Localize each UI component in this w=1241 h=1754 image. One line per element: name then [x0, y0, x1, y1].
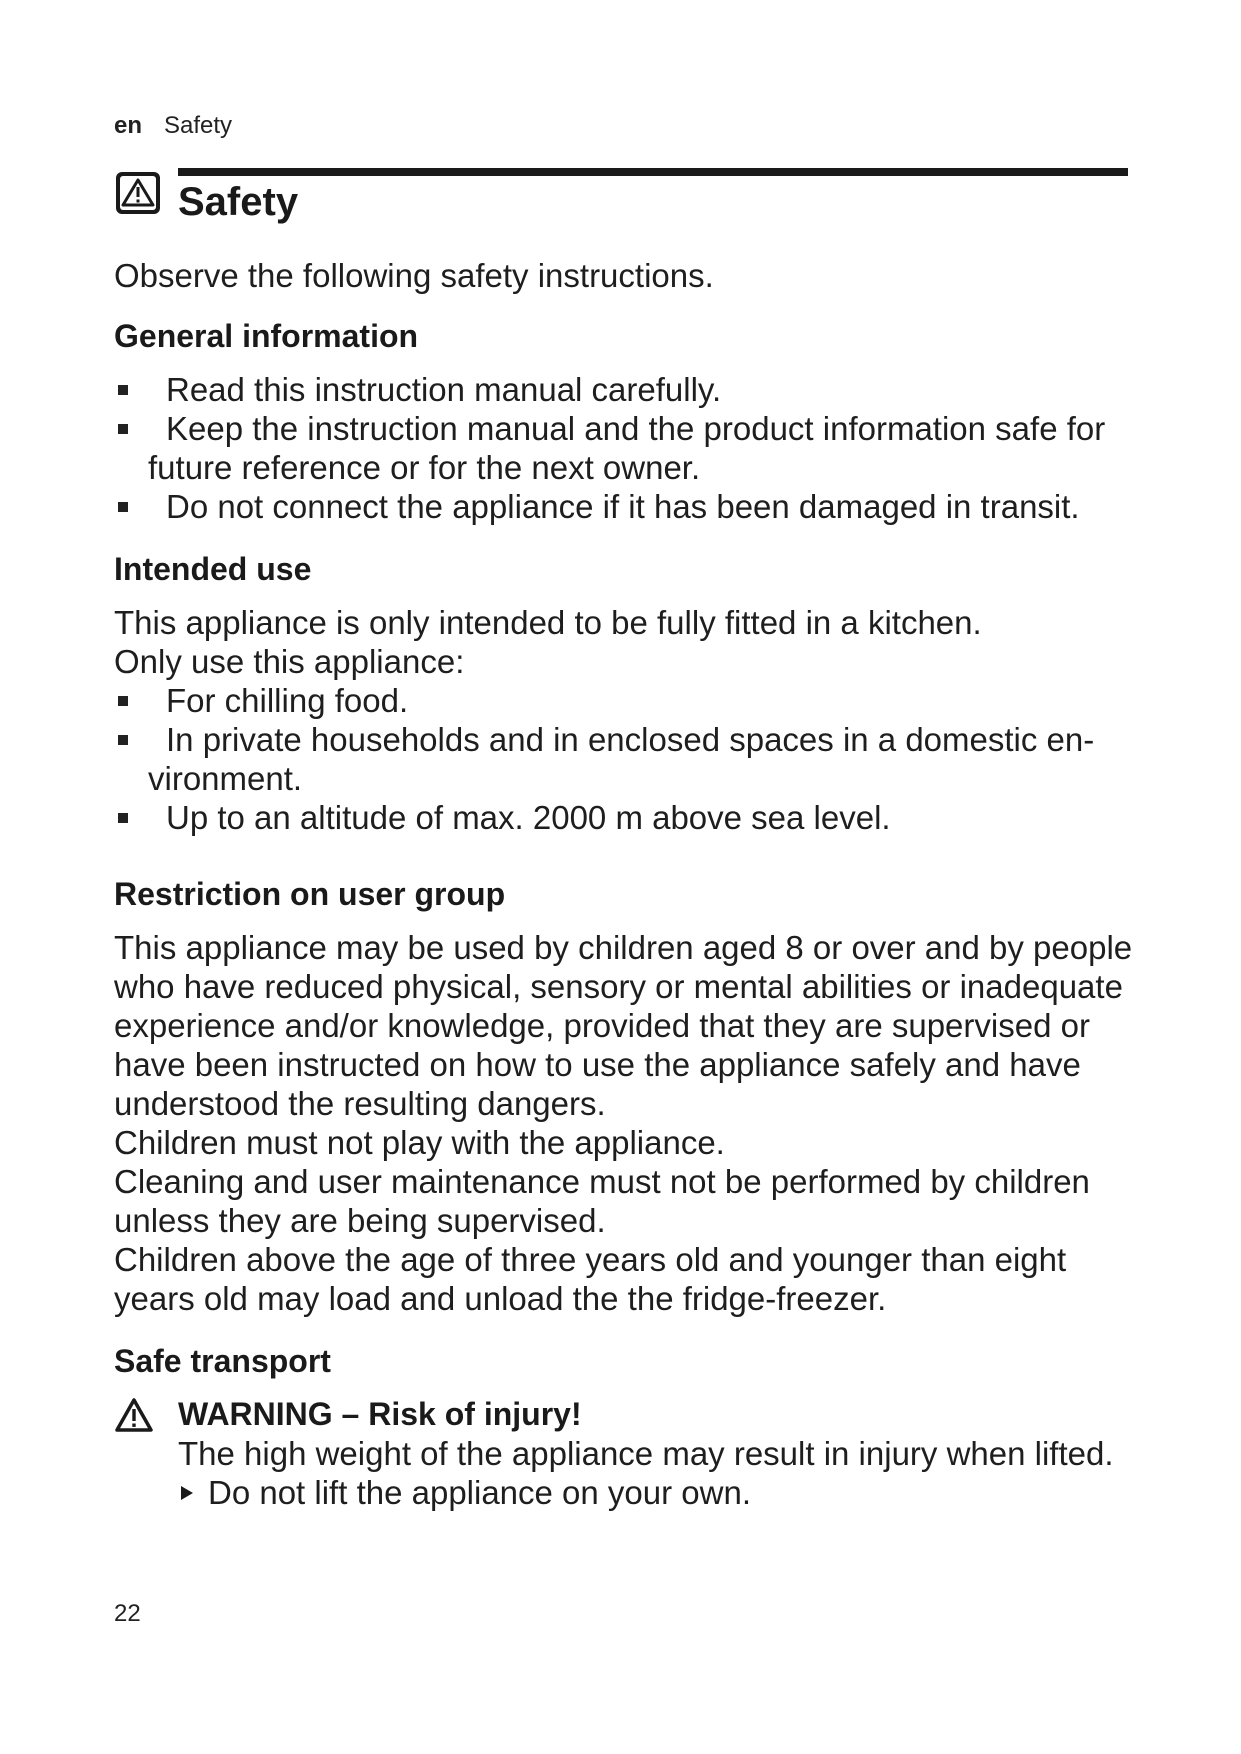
- paragraph: Children must not play with the appliance.: [114, 1124, 725, 1161]
- paragraph: Cleaning and user maintenance must not be performed by children unless they are being supervised.: [114, 1163, 1090, 1239]
- page-title: Safety: [178, 180, 299, 224]
- intended-list: [114, 681, 1144, 837]
- section-heading: Intended use: [114, 551, 312, 587]
- paragraph: This appliance is only intended to be fully fitted in a kitchen.: [114, 604, 982, 641]
- general-information-section: [114, 317, 1144, 526]
- running-header: [114, 112, 232, 140]
- list-item: Up to an altitude of max. 2000 m above sea level.: [114, 798, 1144, 837]
- section-heading: General information: [114, 318, 419, 354]
- restriction-section: [114, 875, 1144, 1318]
- list-item: Keep the instruction manual and the product information safe for future reference or for the next owner.: [114, 409, 1144, 487]
- warning-block: [114, 1395, 1144, 1512]
- header-section: Safety: [164, 112, 233, 139]
- list-item: Read this instruction manual carefully.: [114, 370, 1144, 409]
- section-heading: Restriction on user group: [114, 876, 506, 912]
- paragraph: This appliance may be used by children aged 8 or over and by people who have reduced physical, sensory or mental abilities or inadequate experience and/or knowledge, provided that they are supervised or have been instructed on how to use the appliance safely and have understood the resulting dangers.: [114, 929, 1133, 1122]
- safe-transport-section: [114, 1342, 1144, 1512]
- general-list: [114, 370, 1144, 526]
- warning-text: The high weight of the appliance may result in injury when lifted.: [178, 1435, 1114, 1472]
- intro-text: Observe the following safety instructions.: [114, 257, 714, 294]
- step-text: Do not lift the appliance on your own.: [208, 1474, 752, 1511]
- warning-triangle-icon: [114, 1397, 154, 1433]
- paragraph: Children above the age of three years old and younger than eight years old may load and unload the the fridge-freezer.: [114, 1241, 1067, 1317]
- list-item: In private households and in enclosed spaces in a domestic environment.: [114, 720, 1144, 798]
- warning-box-icon: [114, 170, 162, 216]
- arrow-right-icon: [180, 1485, 194, 1501]
- title-rule: [178, 168, 1128, 176]
- list-item: For chilling food.: [114, 681, 1144, 720]
- section-heading: Safe transport: [114, 1343, 331, 1379]
- paragraph: Only use this appliance:: [114, 643, 465, 680]
- warning-title: WARNING – Risk of injury!: [178, 1396, 582, 1432]
- language-code: en: [114, 112, 143, 139]
- page-number: 22: [114, 1600, 141, 1627]
- intended-use-section: [114, 550, 1144, 837]
- instruction-step: [178, 1473, 1144, 1512]
- content: [114, 256, 1144, 1536]
- list-item: Do not connect the appliance if it has been damaged in transit.: [114, 487, 1144, 526]
